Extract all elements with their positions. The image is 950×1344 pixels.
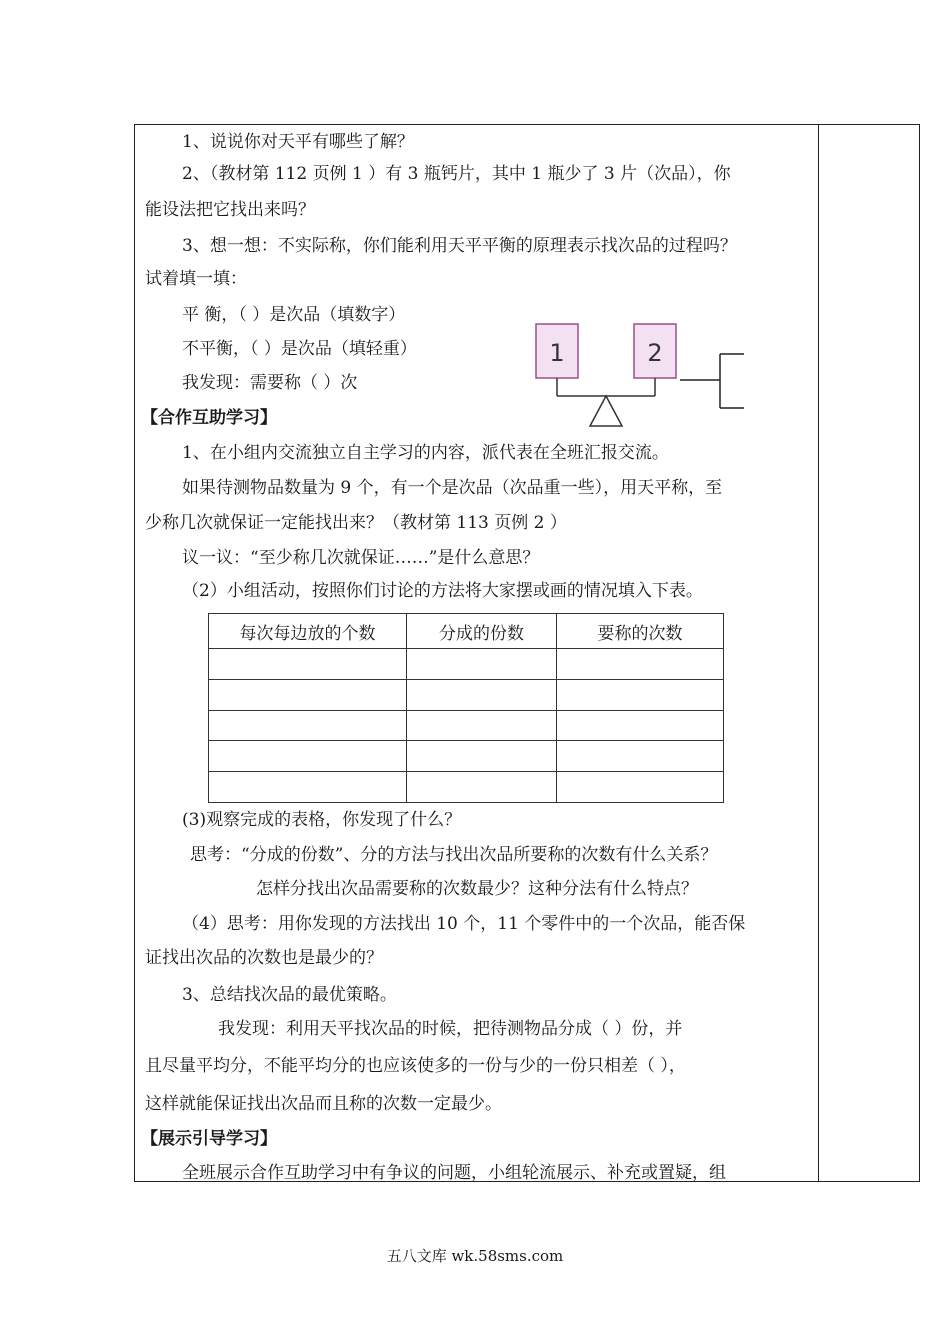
- table-cell[interactable]: [557, 741, 724, 772]
- finding-line2: 且尽量平均分，不能平均分的也应该使多的一份与少的一份只相差（ ），: [145, 1056, 686, 1076]
- table-header-groups: 分成的份数: [407, 614, 557, 649]
- table-cell[interactable]: [407, 772, 557, 803]
- table-row: [209, 772, 724, 803]
- coop-item-1: 1、在小组内交流独立自主学习的内容，派代表在全班汇报交流。: [182, 443, 669, 463]
- coop-activity: （2）小组活动，按照你们讨论的方法将大家摆或画的情况填入下表。: [182, 581, 703, 601]
- fill-balanced: 平 衡，（ ）是次品（填数字）: [182, 305, 406, 325]
- coop-example-line2: 少称几次就保证一定能找出来？（教材第 113 页例 2 ）: [145, 513, 567, 533]
- footer-watermark: 五八文库 wk.58sms.com: [386, 1247, 564, 1265]
- table-row: [209, 710, 724, 741]
- table-row: [209, 679, 724, 710]
- table-cell[interactable]: [557, 649, 724, 680]
- question-2-line2: 能设法把它找出来吗？: [145, 200, 315, 220]
- table-cell[interactable]: [407, 649, 557, 680]
- balance-scale-diagram: [530, 318, 760, 436]
- table-cell[interactable]: [557, 679, 724, 710]
- question-2-line1: 2、（教材第 112 页例 1 ）有 3 瓶钙片，其中 1 瓶少了 3 片（次品），你: [182, 164, 731, 184]
- table-header-row: [209, 614, 724, 649]
- table-cell[interactable]: [209, 679, 407, 710]
- question-3-line1: 3、想一想：不实际称，你们能利用天平平衡的原理表示找次品的过程吗？: [182, 236, 737, 256]
- summary-strategy: 3、总结找次品的最优策略。: [182, 985, 397, 1005]
- section-heading-showcase: 【展示引导学习】: [141, 1129, 277, 1149]
- table-row: [209, 649, 724, 680]
- table-cell[interactable]: [209, 741, 407, 772]
- fill-unbalanced: 不平衡，（ ）是次品（填轻重）: [182, 339, 417, 359]
- finding-line1: 我发现：利用天平找次品的时候，把待测物品分成（ ）份，并: [218, 1019, 683, 1039]
- balance-right-label: 2: [647, 339, 663, 367]
- table-cell[interactable]: [407, 741, 557, 772]
- table-cell[interactable]: [209, 772, 407, 803]
- table-cell[interactable]: [209, 649, 407, 680]
- think-10-11-line1: （4）思考：用你发现的方法找出 10 个，11 个零件中的一个次品，能否保: [182, 914, 746, 934]
- balance-left-label: 1: [549, 339, 565, 367]
- finding-line3: 这样就能保证找出次品而且称的次数一定最少。: [145, 1094, 502, 1114]
- think-relation: 思考：“分成的份数”、分的方法与找出次品所要称的次数有什么关系？: [190, 845, 718, 865]
- table-row: [209, 741, 724, 772]
- showcase-line1: 全班展示合作互助学习中有争议的问题，小组轮流展示、补充或置疑，组: [182, 1163, 726, 1183]
- table-header-weighings: 要称的次数: [557, 614, 724, 649]
- table-cell[interactable]: [407, 679, 557, 710]
- balance-fulcrum: [590, 396, 622, 426]
- think-least: 怎样分找出次品需要称的次数最少？这种分法有什么特点？: [256, 879, 698, 899]
- table-cell[interactable]: [557, 772, 724, 803]
- coop-example-line1: 如果待测物品数量为 9 个，有一个是次品（次品重一些），用天平称，至: [182, 478, 723, 498]
- record-table: [208, 613, 724, 803]
- think-10-11-line2: 证找出次品的次数也是最少的？: [145, 948, 383, 968]
- table-cell[interactable]: [209, 710, 407, 741]
- table-header-per-side: 每次每边放的个数: [209, 614, 407, 649]
- table-cell[interactable]: [407, 710, 557, 741]
- fill-times: 我发现：需要称（ ）次: [182, 373, 358, 393]
- observe-table: (3)观察完成的表格，你发现了什么？: [182, 810, 462, 830]
- coop-discuss: 议一议：“至少称几次就保证……”是什么意思？: [182, 548, 540, 568]
- question-1: 1、说说你对天平有哪些了解？: [182, 132, 414, 152]
- notes-column-divider: [818, 124, 819, 1182]
- question-3-line2: 试着填一填：: [145, 269, 247, 289]
- table-cell[interactable]: [557, 710, 724, 741]
- section-heading-cooperative: 【合作互助学习】: [141, 408, 277, 428]
